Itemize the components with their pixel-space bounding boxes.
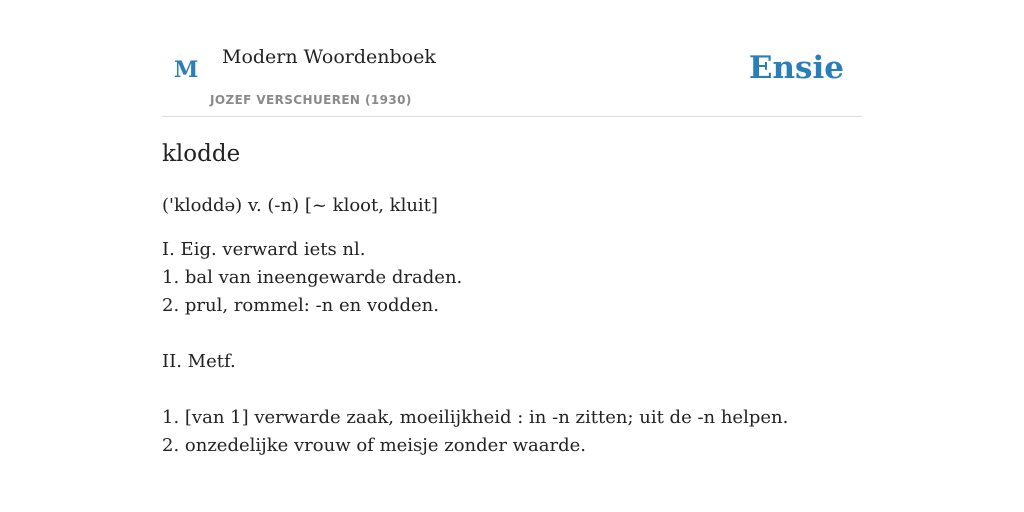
entry-definition [162, 236, 862, 460]
definition-line: 2. prul, rommel: -n en vodden. [162, 295, 439, 316]
definition-line: 1. [van 1] verwarde zaak, moeilijkheid : in -n zitten; uit de -n helpen. [162, 407, 789, 428]
definition-line: 1. bal van ineengewarde draden. [162, 267, 463, 288]
entry-headword: klodde [162, 141, 241, 167]
definition-line: 2. onzedelijke vrouw of meisje zonder waarde. [162, 435, 587, 456]
ensie-logo-link[interactable]: Ensie [748, 50, 844, 86]
definition-line: I. Eig. verward iets nl. [162, 239, 366, 260]
entry-content [162, 138, 862, 460]
book-title[interactable]: Modern Woordenboek [222, 46, 436, 68]
definition-spacer [162, 376, 862, 404]
dictionary-logo[interactable]: M [174, 57, 199, 83]
definition-line: II. Metf. [162, 351, 236, 372]
book-author: JOZEF VERSCHUEREN (1930) [210, 93, 412, 107]
entry-pronunciation: ('kloddə) v. (-n) [~ kloot, kluit] [162, 195, 438, 216]
definition-spacer [162, 320, 862, 348]
dictionary-header [162, 30, 862, 117]
